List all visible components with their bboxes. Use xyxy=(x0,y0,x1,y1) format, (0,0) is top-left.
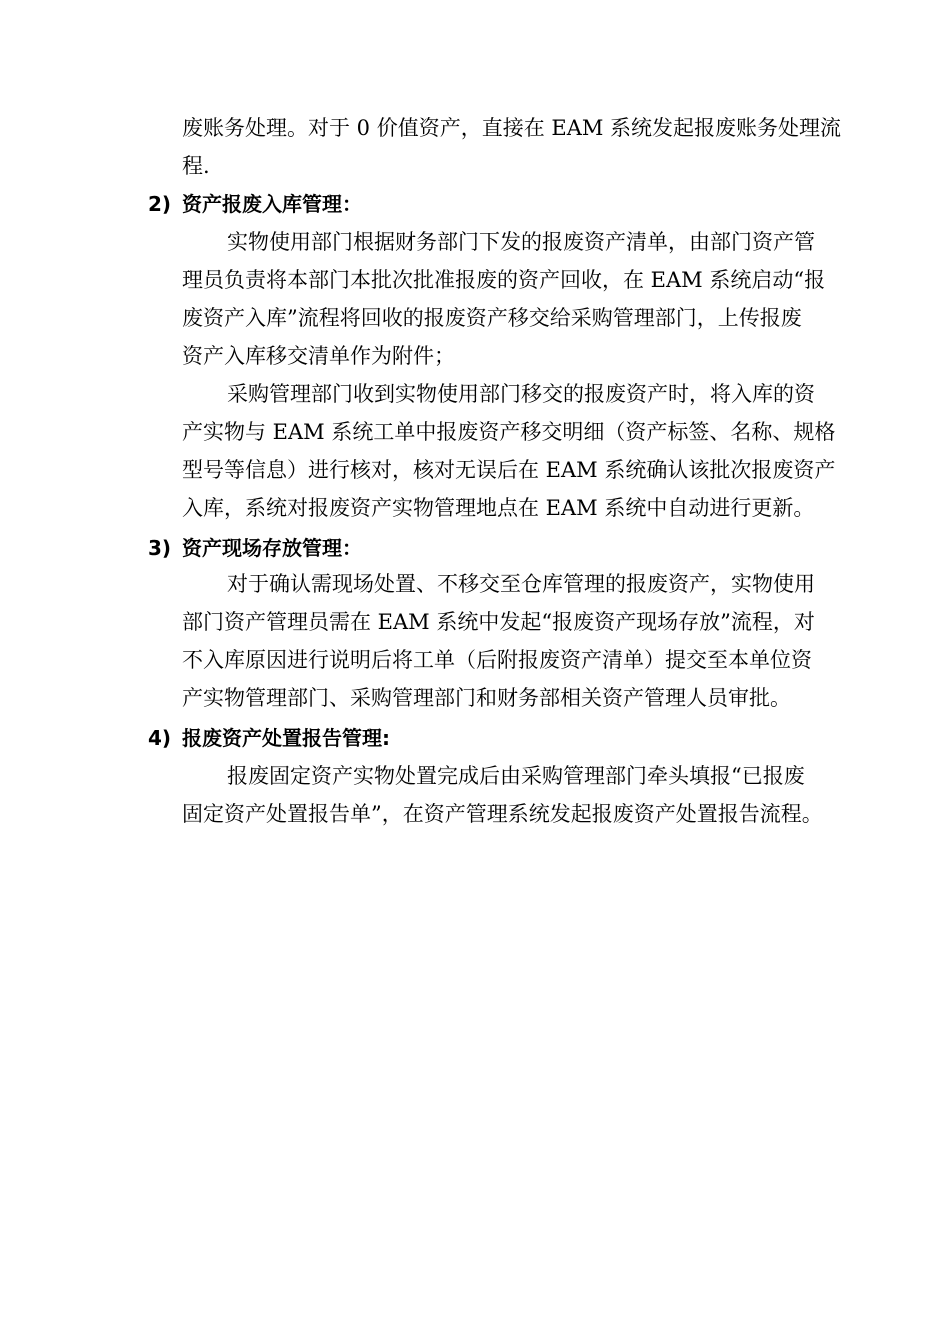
section-heading xyxy=(148,189,362,219)
section-number: 4) xyxy=(148,726,172,750)
paragraph-line: 采购管理部门收到实物使用部门移交的报废资产时，将入库的资 xyxy=(227,382,815,406)
section-title: 资产报废入库管理： xyxy=(182,192,362,216)
paragraph-line: 理员负责将本部门本批次批准报废的资产回收，在 EAM 系统启动“报 xyxy=(182,268,826,292)
paragraph-line: 产实物与 EAM 系统工单中报废资产移交明细（资产标签、名称、规格 xyxy=(182,420,836,444)
paragraph-line: 入库，系统对报废资产实物管理地点在 EAM 系统中自动进行更新。 xyxy=(182,496,815,520)
intro-text-line: 程. xyxy=(182,154,210,178)
paragraph-line: 固定资产处置报告单”，在资产管理系统发起报废资产处置报告流程。 xyxy=(182,802,823,826)
paragraph-line: 对于确认需现场处置、不移交至仓库管理的报废资产，实物使用 xyxy=(227,572,815,596)
intro-text-line: 废账务处理。对于 0 价值资产，直接在 EAM 系统发起报废账务处理流 xyxy=(182,116,842,140)
section-title: 报废资产处置报告管理: xyxy=(182,726,390,750)
paragraph-line: 报废固定资产实物处置完成后由采购管理部门牵头填报“已报废 xyxy=(227,764,805,788)
section-title: 资产现场存放管理： xyxy=(182,536,362,560)
paragraph-line: 型号等信息）进行核对，核对无误后在 EAM 系统确认该批次报废资产 xyxy=(182,458,836,482)
paragraph-line: 产实物管理部门、采购管理部门和财务部相关资产管理人员审批。 xyxy=(182,686,791,710)
section-number: 2) xyxy=(148,192,172,216)
section-heading xyxy=(148,533,362,563)
section-number: 3) xyxy=(148,536,172,560)
section-heading xyxy=(148,723,390,753)
paragraph-line: 部门资产管理员需在 EAM 系统中发起“报废资产现场存放”流程，对 xyxy=(182,610,815,634)
paragraph-line: 不入库原因进行说明后将工单（后附报废资产清单）提交至本单位资 xyxy=(182,648,812,672)
paragraph-line: 废资产入库”流程将回收的报废资产移交给采购管理部门，上传报废 xyxy=(182,306,802,330)
paragraph-line: 实物使用部门根据财务部门下发的报废资产清单，由部门资产管 xyxy=(227,230,815,254)
paragraph-line: 资产入库移交清单作为附件； xyxy=(182,344,455,368)
